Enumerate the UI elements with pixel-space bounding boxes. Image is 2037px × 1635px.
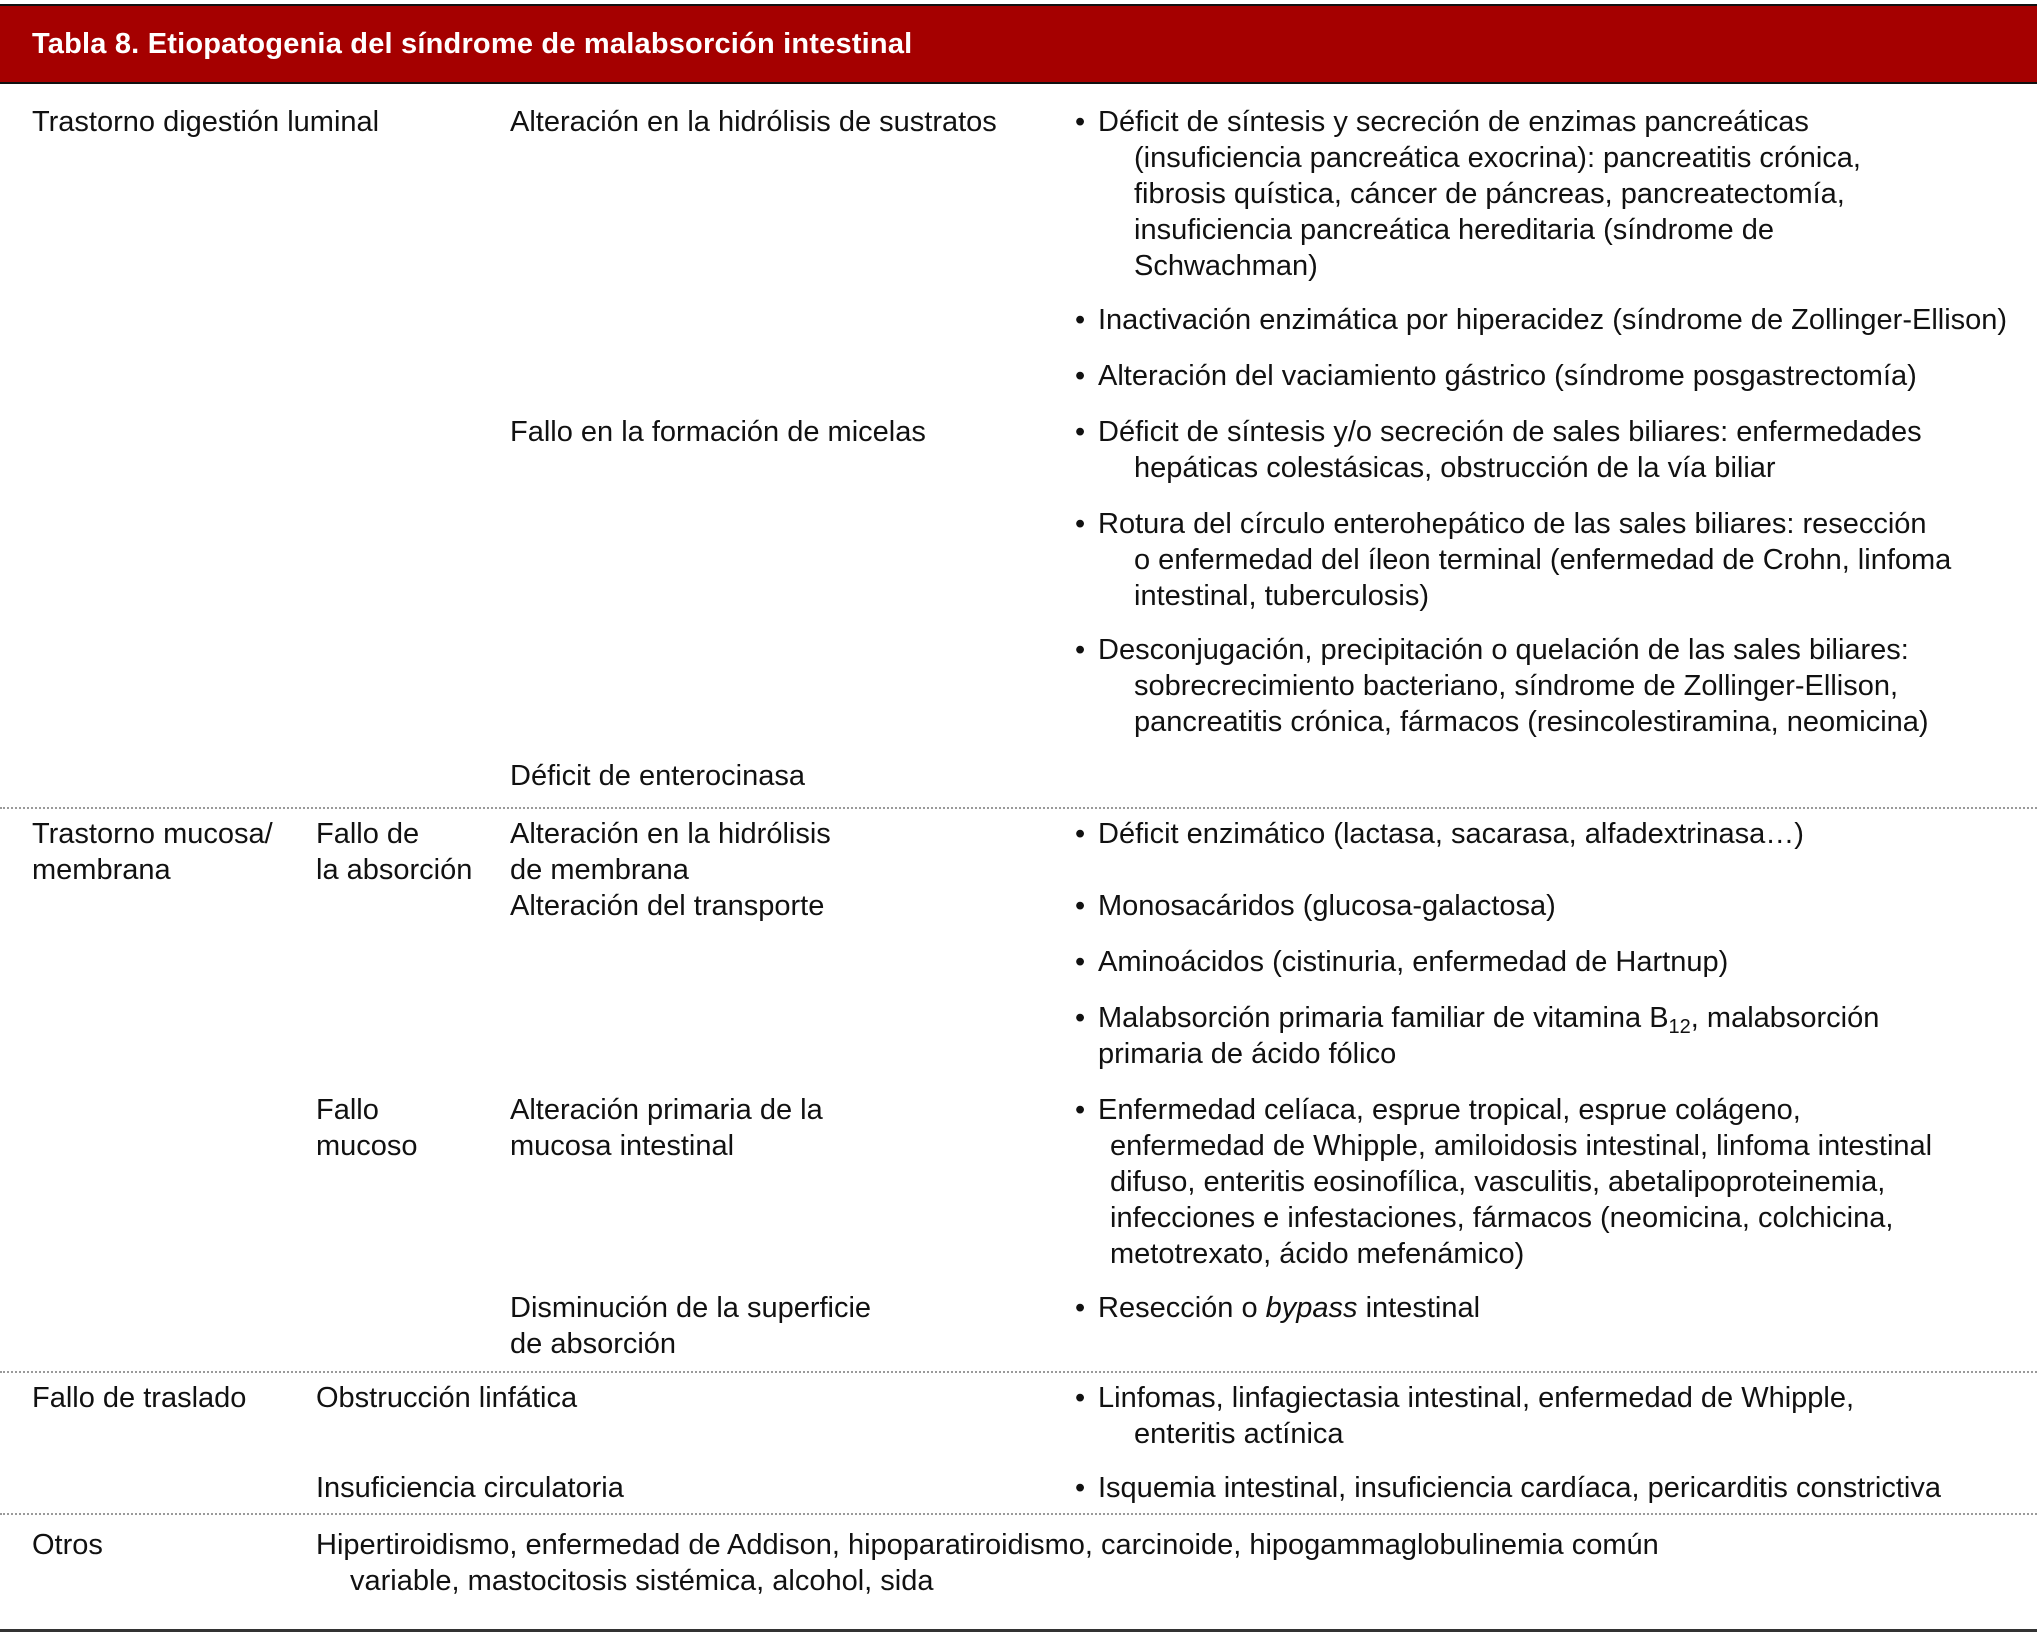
category-otros: Otros <box>32 1529 103 1561</box>
table-title: Tabla 8. Etiopatogenia del síndrome de malabsorción intestinal <box>32 28 913 60</box>
bullet-icon: • <box>1075 106 1086 138</box>
bullet-icon: • <box>1075 1472 1086 1504</box>
bottom-rule <box>0 1629 2037 1632</box>
mechanism-micelas: Fallo en la formación de micelas <box>510 416 926 448</box>
bullet-icon: • <box>1075 1002 1086 1034</box>
otros-text-line2: variable, mastocitosis sistémica, alcohol, sida <box>350 1565 934 1597</box>
row-divider <box>0 1513 2037 1515</box>
subcategory-mucoso-line2: mucoso <box>316 1130 418 1162</box>
mechanism-hidrolisis-membrana-line2: de membrana <box>510 854 689 886</box>
subcategory-mucoso: Fallo <box>316 1094 379 1126</box>
bullet-icon: • <box>1075 818 1086 850</box>
mechanism-primaria-line2: mucosa intestinal <box>510 1130 735 1162</box>
category-luminal: Trastorno digestión luminal <box>32 106 380 138</box>
mechanism-superficie-line2: de absorción <box>510 1328 677 1360</box>
bullet-icon: • <box>1075 1292 1086 1324</box>
otros-text: Hipertiroidismo, enfermedad de Addison, hipoparatiroidismo, carcinoide, hipogammaglobulinemia común <box>316 1529 1659 1561</box>
mechanism-transporte: Alteración del transporte <box>510 890 825 922</box>
category-mucosa: Trastorno mucosa/ <box>32 818 273 850</box>
bullet-icon: • <box>1075 1094 1086 1126</box>
subcategory-absorcion: Fallo de <box>316 818 420 850</box>
bullet-icon: • <box>1075 1382 1086 1414</box>
category-mucosa-line2: membrana <box>32 854 171 886</box>
mechanism-primaria: Alteración primaria de la <box>510 1094 823 1126</box>
bullet-icon: • <box>1075 304 1086 336</box>
subcategory-absorcion-line2: la absorción <box>316 854 473 886</box>
mechanism-circulatoria: Insuficiencia circulatoria <box>316 1472 624 1504</box>
mechanism-hidrolisis: Alteración en la hidrólisis de sustratos <box>510 106 997 138</box>
table-header <box>0 6 2037 84</box>
mechanism-linfatica: Obstrucción linfática <box>316 1382 578 1414</box>
bullet-icon: • <box>1075 946 1086 978</box>
bullet-icon: • <box>1075 508 1086 540</box>
bullet-icon: • <box>1075 634 1086 666</box>
mechanism-hidrolisis-membrana: Alteración en la hidrólisis <box>510 818 831 850</box>
bullet-icon: • <box>1075 416 1086 448</box>
row-divider <box>0 1371 2037 1373</box>
category-traslado: Fallo de traslado <box>32 1382 247 1414</box>
bullet-icon: • <box>1075 360 1086 392</box>
row-divider <box>0 807 2037 809</box>
bullet-icon: • <box>1075 890 1086 922</box>
mechanism-superficie: Disminución de la superficie <box>510 1292 872 1324</box>
mechanism-enterocinasa: Déficit de enterocinasa <box>510 760 805 792</box>
